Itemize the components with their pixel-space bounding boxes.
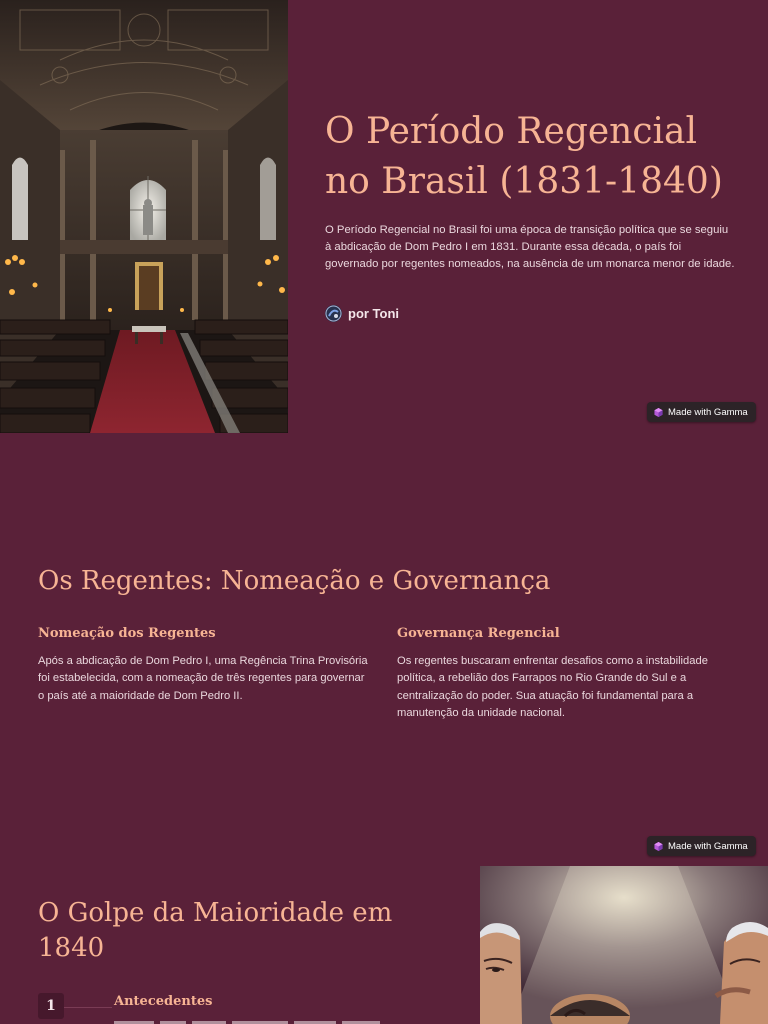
timeline-step-1 (38, 993, 212, 1019)
section-title: O Golpe da Maioridade em 1840 (38, 898, 393, 963)
avatar (325, 305, 342, 322)
made-with-gamma-badge[interactable] (647, 402, 756, 422)
column-heading: Nomeação dos Regentes (38, 626, 216, 641)
author-name: por Toni (348, 306, 400, 321)
step-label: Antecedentes (114, 994, 213, 1009)
step-connector (64, 1007, 112, 1008)
column-body: Os regentes buscaram enfrentar desafios como a instabilidade política, a rebelião dos Farrapos no Rio Grande do Sul e a centralização do poder. Sua atuação foi fundamental para a manutenção da unidade nacional. (397, 655, 708, 719)
column-nomeacao (38, 626, 368, 705)
gamma-cube-icon (654, 408, 663, 417)
ornate-hall-image (0, 0, 288, 433)
title-slide (0, 0, 768, 433)
column-governanca (397, 626, 727, 722)
cartoon-politicians-image (480, 866, 768, 1024)
section-title: Os Regentes: Nomeação e Governança (38, 566, 551, 596)
gamma-cube-icon (654, 842, 663, 851)
cropped-text-line (114, 1018, 414, 1024)
maioridade-slide (0, 866, 768, 1024)
author-byline[interactable] (325, 305, 399, 322)
column-heading: Governança Regencial (397, 626, 560, 641)
intro-paragraph: O Período Regencial no Brasil foi uma época de transição política que se seguiu à abdicação de Dom Pedro I em 1831. Durante essa década, o país foi governado por regentes nomeados, na ausência de um monarca menor de idade. (325, 224, 735, 270)
regents-slide (0, 433, 768, 866)
step-number: 1 (38, 993, 64, 1019)
column-body: Após a abdicação de Dom Pedro I, uma Regência Trina Provisória foi estabelecida, com a nomeação de três regentes para governar o país até a maioridade de Dom Pedro II. (38, 655, 368, 702)
page-title: O Período Regencial no Brasil (1831-1840) (325, 111, 723, 202)
badge-label: Made with Gamma (668, 840, 748, 852)
badge-label: Made with Gamma (668, 406, 748, 418)
made-with-gamma-badge[interactable] (647, 836, 756, 856)
